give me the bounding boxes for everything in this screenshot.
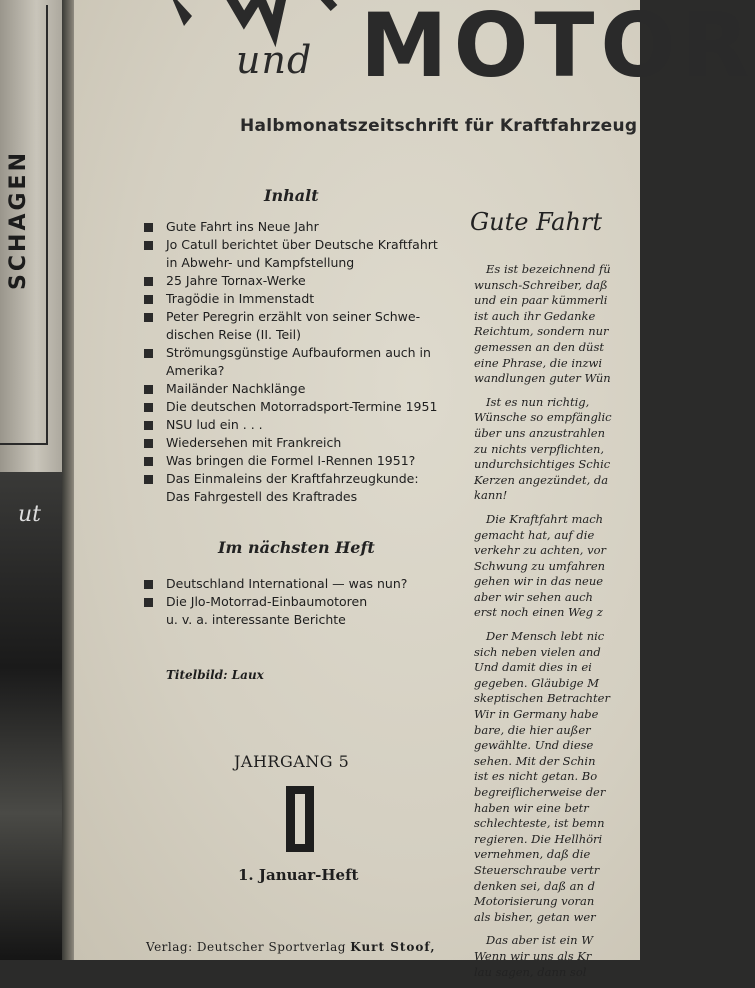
article-line: zu nichts verpflichten,: [474, 441, 605, 456]
article-line: gemessen an den düst: [474, 339, 604, 354]
magazine-page: [74, 0, 755, 979]
volume-label: JAHRGANG 5: [234, 752, 350, 771]
contents-item-text: 25 Jahre Tornax-Werke: [166, 273, 306, 288]
article-paragraph: [474, 629, 714, 925]
article-line: gegeben. Gläubige M: [474, 675, 599, 690]
contents-item-text: Wiedersehen mit Frankreich: [166, 435, 342, 450]
article-line: Wünsche so empfänglic: [474, 410, 612, 425]
article-line: Steuerschraube vertr: [474, 862, 600, 877]
article-line: skeptischen Betrachter: [474, 691, 610, 706]
masthead-und: und: [236, 38, 313, 82]
bullet-square: [144, 598, 153, 607]
article-line: ist auch ihr Gedanke: [474, 308, 596, 323]
cover-credit: Titelbild: Laux: [166, 668, 264, 682]
article-line: sehen. Mit der Schin: [474, 753, 596, 768]
article-line: kann!: [474, 488, 508, 503]
article-line: bare, die hier außer: [474, 722, 591, 737]
contents-item-text: in Abwehr- und Kampfstellung: [166, 255, 355, 270]
contents-item-text: Tragödie in Immenstadt: [166, 291, 315, 306]
bullet-square: [144, 457, 153, 466]
contents-item: [144, 272, 464, 290]
contents-item-text: Das Fahrgestell des Kraftrades: [166, 489, 358, 504]
article-line: Der Mensch lebt nic: [486, 629, 605, 644]
article-line: wandlungen guter Wün: [474, 371, 611, 386]
masthead-subtitle: Halbmonatszeitschrift für Kraftfahrzeug: [240, 116, 638, 136]
article-line: wunsch-Schreiber, daß: [474, 277, 608, 292]
article-line: gewählte. Und diese: [474, 738, 594, 753]
next-issue-list: [144, 575, 464, 629]
bullet-square: [144, 313, 153, 322]
bullet-square: [144, 241, 153, 250]
article-line: haben wir eine betr: [474, 800, 589, 815]
article-line: begreiflicherweise der: [474, 785, 606, 799]
article-line: Reichtum, sondern nur: [474, 324, 609, 339]
article-line: erst noch einen Weg z: [474, 605, 603, 620]
bullet-square: [144, 349, 153, 358]
contents-list: [144, 218, 464, 506]
publisher-name: Kurt Stoof,: [350, 940, 436, 954]
article-body: [474, 262, 714, 988]
contents-item: [144, 434, 464, 452]
contents-item-text: Jo Catull berichtet über Deutsche Kraftfahrt: [166, 237, 438, 252]
masthead-motor: MOTOR: [360, 0, 755, 97]
article-line: Schwung zu umfahren: [474, 558, 606, 573]
article-paragraph: [474, 512, 714, 621]
contents-item: [144, 290, 464, 308]
contents-item-text: Die deutschen Motorradsport-Termine 1951: [166, 399, 438, 414]
article-line: verkehr zu achten, vor: [474, 543, 607, 558]
article-line: aber wir sehen auch: [474, 589, 593, 604]
contents-item-text: Mailänder Nachklänge: [166, 381, 306, 396]
article-line: Wir in Germany habe: [474, 707, 599, 722]
logo-stroke-3: [314, 0, 334, 8]
bullet-square: [144, 295, 153, 304]
article-line: Und damit dies in ei: [474, 660, 592, 675]
article-paragraph: [474, 262, 714, 387]
contents-item-text: Gute Fahrt ins Neue Jahr: [166, 219, 319, 234]
bullet-square: [144, 439, 153, 448]
article-line: Es ist bezeichnend fü: [486, 262, 611, 276]
list-item: [144, 611, 464, 629]
contents-heading: Inhalt: [264, 186, 319, 205]
contents-item-text: dischen Reise (II. Teil): [166, 327, 301, 342]
contents-item: [144, 398, 464, 416]
contents-item: [144, 236, 464, 272]
next-issue-extra: u. v. a. interessante Berichte: [166, 612, 346, 627]
article-line: undurchsichtiges Schic: [474, 457, 611, 472]
publisher-line: [146, 940, 436, 954]
contents-item: [144, 344, 464, 380]
article-line: Ist es nun richtig,: [486, 394, 590, 409]
article-line: und ein paar kümmerli: [474, 293, 608, 308]
next-issue-text: Die Jlo-Motorrad-Einbaumotoren: [166, 594, 368, 609]
article-line: regieren. Die Hellhöri: [474, 831, 603, 846]
list-item: [144, 575, 464, 593]
left-page-photo: [0, 472, 62, 960]
contents-item: [144, 416, 464, 434]
bullet-square: [144, 223, 153, 232]
contents-item: [144, 452, 464, 470]
bullet-square: [144, 475, 153, 484]
article-line: ist es nicht getan. Bo: [474, 769, 598, 784]
publisher-prefix: Verlag: Deutscher Sportverlag: [146, 940, 346, 954]
bullet-square: [144, 385, 153, 394]
article-line: sich neben vielen and: [474, 644, 601, 659]
photo-signature: ut: [18, 502, 42, 527]
bullet-square: [144, 277, 153, 286]
contents-item: [144, 470, 464, 506]
contents-item-text: Was bringen die Formel I-Rennen 1951?: [166, 453, 416, 468]
article-line: Motorisierung voran: [474, 894, 595, 909]
logo-stroke-1: [169, 0, 192, 26]
article-paragraph: [474, 933, 714, 980]
list-item: [144, 593, 464, 611]
bullet-square: [144, 580, 153, 589]
contents-item-text: Strömungsgünstige Aufbauformen auch in: [166, 345, 431, 360]
left-page: [0, 0, 66, 960]
article-line: eine Phrase, die inzwi: [474, 355, 603, 370]
contents-item: [144, 218, 464, 236]
article-line: Wenn wir uns als Kr: [474, 948, 592, 963]
contents-item-text: Amerika?: [166, 363, 225, 378]
next-issue-text: Deutschland International — was nun?: [166, 576, 408, 591]
article-line: gehen wir in das neue: [474, 574, 604, 589]
article-line: als bisher, getan wer: [474, 909, 596, 924]
issue-number-mark: [286, 786, 314, 852]
contents-item-text: NSU lud ein . . .: [166, 417, 263, 432]
article-line: vernehmen, daß die: [474, 847, 591, 862]
issue-label: 1. Januar-Heft: [238, 866, 359, 884]
contents-item-text: Peter Peregrin erzählt von seiner Schwe-: [166, 309, 421, 324]
article-line: lau sagen, dann sol: [474, 964, 587, 979]
article-line: Kerzen angezündet, da: [474, 472, 609, 487]
article-line: schlechteste, ist bemn: [474, 816, 605, 831]
contents-item-text: Das Einmaleins der Kraftfahrzeugkunde:: [166, 471, 419, 486]
article-line: gemacht hat, auf die: [474, 527, 595, 542]
contents-item: [144, 380, 464, 398]
contents-item: [144, 308, 464, 344]
article-paragraph: [474, 395, 714, 504]
bullet-square: [144, 403, 153, 412]
next-issue-heading: Im nächsten Heft: [218, 538, 375, 557]
article-title: Gute Fahrt: [470, 208, 603, 236]
article-line: Die Kraftfahrt mach: [486, 511, 604, 526]
left-page-vertical-text: SCHAGEN: [6, 150, 31, 290]
article-line: denken sei, daß an d: [474, 878, 595, 893]
bullet-square: [144, 421, 153, 430]
article-line: Das aber ist ein W: [486, 933, 594, 948]
article-line: über uns anzustrahlen: [474, 425, 605, 440]
logo-stroke-2: [224, 0, 284, 31]
